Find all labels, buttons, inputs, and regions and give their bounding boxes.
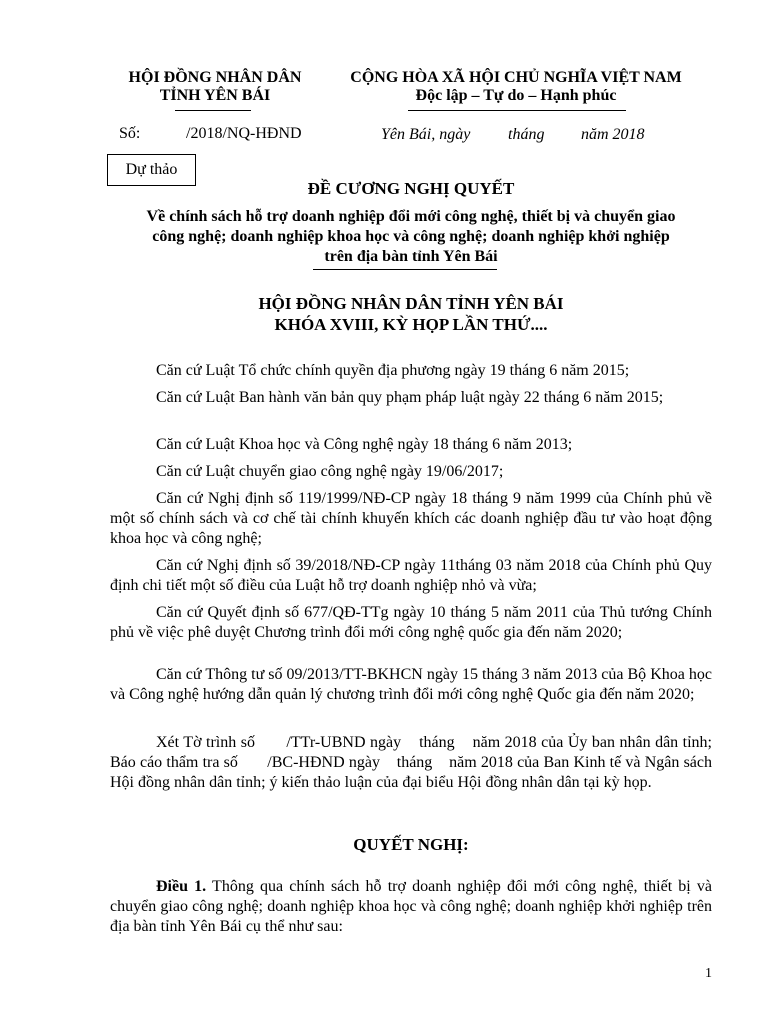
article-1-text: Thông qua chính sách hỗ trợ doanh nghiệp đổi mới công nghệ, thiết bị và chuyển giao công nghệ; doanh nghiệp khoa học và công nghệ; doanh nghiệp khởi nghiệp trên địa bàn tỉnh Yên Bái cụ thể như sau: xyxy=(110,878,713,935)
title-main: ĐỀ CƯƠNG NGHỊ QUYẾT xyxy=(307,179,515,198)
document-number-label: Số: xyxy=(119,125,141,142)
article-1 xyxy=(110,877,712,937)
draft-stamp: Dự thảo xyxy=(107,154,196,186)
country-name: CỘNG HÒA XÃ HỘI CHỦ NGHĨA VIỆT NAM xyxy=(350,69,682,86)
basis-paragraph: Căn cứ Luật Ban hành văn bản quy phạm pháp luật ngày 22 tháng 6 năm 2015; xyxy=(156,389,664,406)
council-session: KHÓA XVIII, KỲ HỌP LẦN THỨ.... xyxy=(274,315,548,334)
issuer-underline xyxy=(175,110,251,111)
national-motto xyxy=(330,69,702,105)
council-heading xyxy=(110,293,712,335)
basis-paragraph: Căn cứ Nghị định số 119/1999/NĐ-CP ngày 18 tháng 9 năm 1999 của Chính phủ về một số chính sách và cơ chế tài chính khuyến khích các doanh nghiệp đầu tư vào hoạt động khoa học và công nghệ; xyxy=(110,490,712,547)
basis-paragraph: Căn cứ Luật chuyển giao công nghệ ngày 19/06/2017; xyxy=(156,463,504,480)
date-year: năm 2018 xyxy=(581,126,645,143)
page-number: 1 xyxy=(705,966,712,981)
document-title xyxy=(110,179,712,199)
council-name: HỘI ĐỒNG NHÂN DÂN TỈNH YÊN BÁI xyxy=(258,294,564,313)
article-1-label: Điều 1. xyxy=(156,878,207,895)
issuer-line-2: TỈNH YÊN BÁI xyxy=(159,87,271,104)
subject-line-1: Về chính sách hỗ trợ doanh nghiệp đổi mới công nghệ, thiết bị và chuyển giao xyxy=(146,208,676,225)
subject-line-2: công nghệ; doanh nghiệp khoa học và công nghệ; doanh nghiệp khởi nghiệp xyxy=(152,228,670,245)
issuer-line-1: HỘI ĐỒNG NHÂN DÂN xyxy=(128,69,302,86)
place-date: Yên Bái, ngày xyxy=(381,126,471,143)
date-month: tháng xyxy=(508,126,545,143)
basis-paragraph: Căn cứ Luật Tổ chức chính quyền địa phương ngày 19 tháng 6 năm 2015; xyxy=(156,362,630,379)
consideration-paragraph: Xét Tờ trình số /TTr-UBND ngày tháng năm 2018 của Ủy ban nhân dân tỉnh; Báo cáo thẩm tra số /BC-HĐND ngày tháng năm 2018 của Ban Kinh tế và Ngân sách Hội đồng nhân dân tỉnh; ý kiến thảo luận của đại biểu Hội đồng nhân dân tại kỳ họp. xyxy=(110,734,716,791)
motto-underline xyxy=(408,110,626,111)
subject-underline xyxy=(313,269,497,270)
decision-heading: QUYẾT NGHỊ: xyxy=(353,835,469,854)
document-number: /2018/NQ-HĐND xyxy=(186,125,302,142)
basis-paragraph: Căn cứ Nghị định số 39/2018/NĐ-CP ngày 11tháng 03 năm 2018 của Chính phủ Quy định chi tiết một số điều của Luật hỗ trợ doanh nghiệp nhỏ và vừa; xyxy=(110,557,712,594)
motto: Độc lập – Tự do – Hạnh phúc xyxy=(415,87,617,104)
basis-paragraph: Căn cứ Luật Khoa học và Công nghệ ngày 18 tháng 6 năm 2013; xyxy=(156,436,573,453)
basis-paragraph: Căn cứ Thông tư số 09/2013/TT-BKHCN ngày 15 tháng 3 năm 2013 của Bộ Khoa học và Công nghệ hướng dẫn quản lý chương trình đổi mới công nghệ Quốc gia đến năm 2020; xyxy=(110,666,712,703)
subject-line-3: trên địa bàn tỉnh Yên Bái xyxy=(324,248,498,265)
issuer-name xyxy=(110,69,320,105)
basis-paragraph: Căn cứ Quyết định số 677/QĐ-TTg ngày 10 tháng 5 năm 2011 của Thủ tướng Chính phủ về việc phê duyệt Chương trình đổi mới công nghệ quốc gia đến năm 2020; xyxy=(110,604,712,641)
document-subject xyxy=(100,207,722,267)
